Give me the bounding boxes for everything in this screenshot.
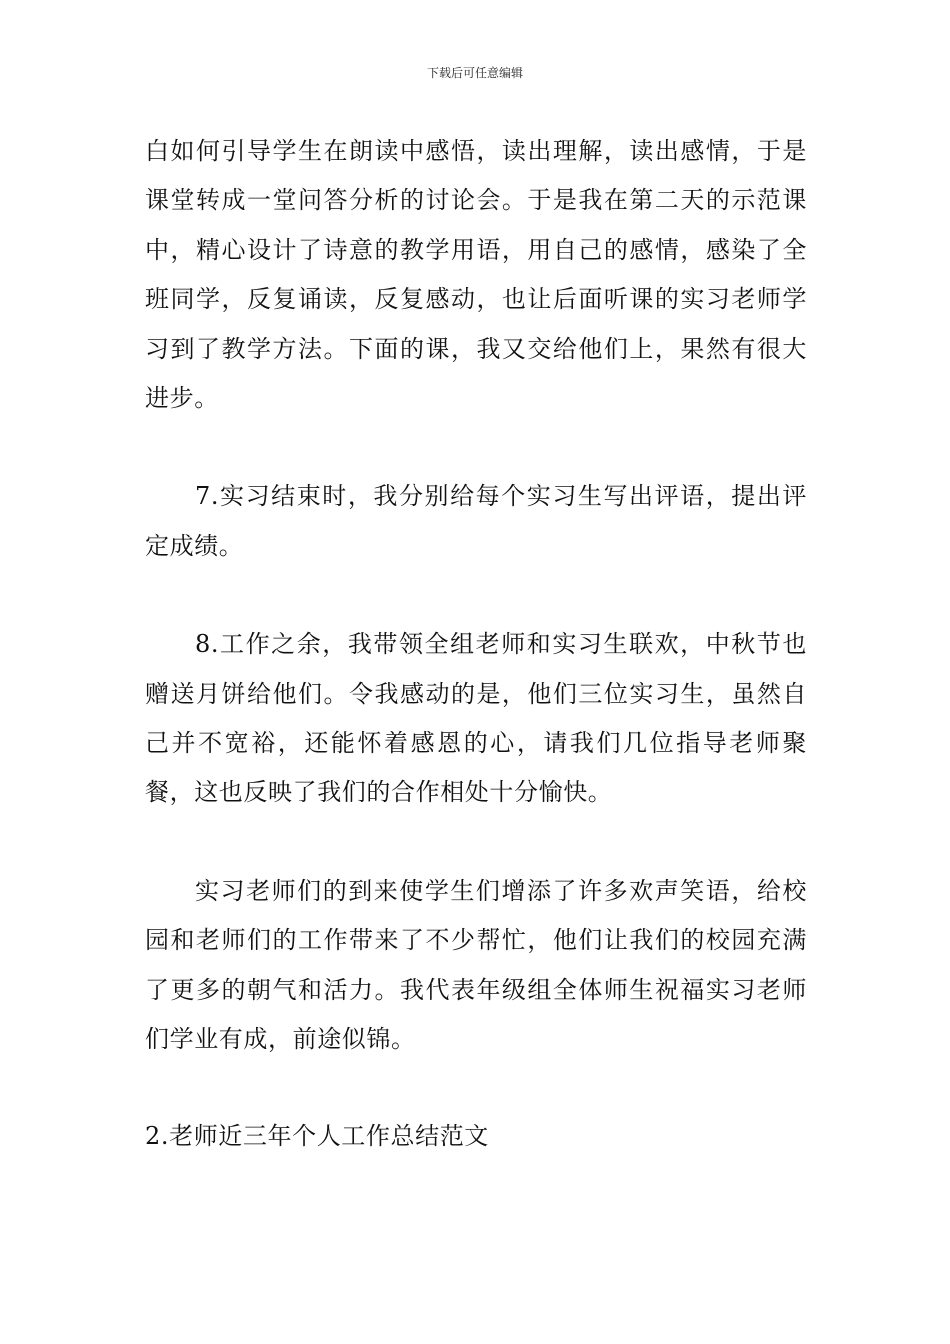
document-body	[145, 127, 807, 1161]
section-heading: 2.老师近三年个人工作总结范文	[145, 1121, 489, 1150]
paragraph-closing: 实习老师们的到来使学生们增添了许多欢声笑语，给校园和老师们的工作带来了不少帮忙，他们让我们的校园充满了更多的朝气和活力。我代表年级组全体师生祝福实习老师们学业有成，前途似锦。	[145, 876, 807, 1054]
paragraph-spacer	[145, 423, 807, 472]
page-header: 下载后可任意编辑	[426, 66, 523, 80]
paragraph-spacer	[145, 571, 807, 620]
paragraph-item-8: 8.工作之余，我带领全组老师和实习生联欢，中秋节也赠送月饼给他们。令我感动的是，他们三位实习生，虽然自己并不宽裕，还能怀着感恩的心，请我们几位指导老师聚餐，这也反映了我们的合作相处十分愉快。	[145, 630, 807, 807]
paragraph-spacer	[145, 818, 807, 867]
paragraph-spacer	[145, 1065, 807, 1112]
paragraph-item-7: 7.实习结束时，我分别给每个实习生写出评语，提出评定成绩。	[145, 482, 807, 560]
paragraph-continuation: 白如何引导学生在朗读中感悟，读出理解，读出感情，于是课堂转成一堂问答分析的讨论会。于是我在第二天的示范课中，精心设计了诗意的教学用语，用自己的感情，感染了全班同学，反复诵读，反复感动，也让后面听课的实习老师学习到了教学方法。下面的课，我又交给他们上，果然有很大进步。	[145, 137, 807, 413]
